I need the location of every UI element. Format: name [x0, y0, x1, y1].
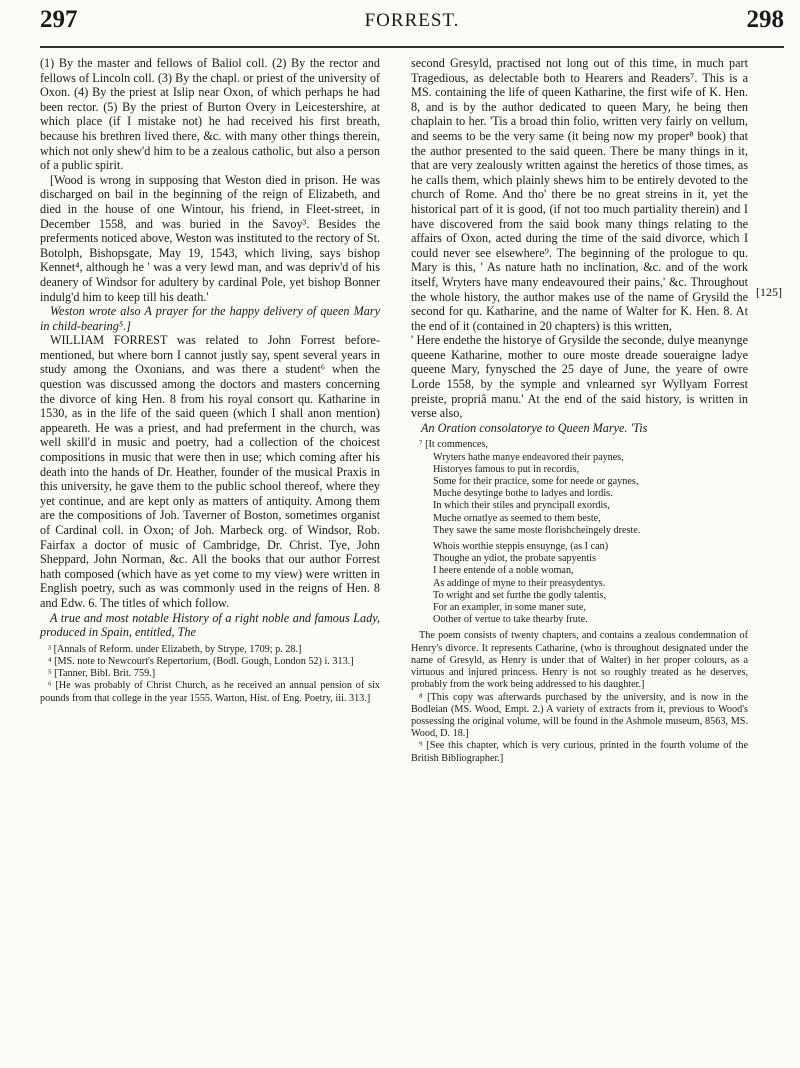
- left-page-number: 297: [40, 6, 78, 33]
- footnote-6: ⁶ [He was probably of Christ Church, as he received an annual pension of six pounds from that college in the year 1555. Warton, Hist. of Eng. Poetry, iii. 313.]: [40, 680, 380, 704]
- verse-line: Wryters hathe manye endeavored their paynes,: [433, 451, 624, 463]
- footnote-3: ³ [Annals of Reform. under Elizabeth, by Strype, 1709; p. 28.]: [48, 643, 302, 655]
- left-footnotes: [40, 644, 380, 705]
- left-column: [40, 56, 380, 705]
- verse-line: Thoughe an ydiot, the probate sapyentis: [433, 553, 596, 565]
- paragraph-weston-note: [Wood is wrong in supposing that Weston died in prison. He was discharged on bail in the beginning of the reign of Elizabeth, and died in the house of one Wintour, his friend, in Fleet-street, in December 1558, and was buried in the Savoy³. Besides the preferments noticed above, Weston was instituted to the rectory of St. Botolph, Bishopsgate, May 19, 1543, which living, says bishop Kennet⁴, although he ' was a very lewd man, and was depriv'd of his deanery of Windsor for adultery by cardinal Pole, yet bishop Bonner indulg'd him to keep till his death.': [40, 172, 380, 304]
- paragraph-william-forrest: WILLIAM FORREST was related to John Forrest before-mentioned, but where born I cannot justly say, spent several years in study among the Oxonians, and was there a student⁶ when the question was discussed among the doctors and masters concerning the divorce of king Hen. 8 from his royal consort qu. Katharine in 1530, as in the life of the said queen (which I shall anon mention) appeareth. He was a priest, and had preferment in the church, was well skill'd in music and poetry, had a collection of the choicest compositions in music that were then in use; which coming after his death into the hands of Dr. Heather, founder of the musical Praxis in this university, he gave them to the public school thereof, where they yet continue, and are kept only as matters of antiquity. Among them are the compositions of Joh. Taverner of Boston, sometimes organist of Cardinal coll. in Oxon; of Joh. Marbeck org. of Windsor, Rob. Fairfax a doctor of music of Cambridge, Dr. Christ. Tye, John Sheppard, John Norman, &c. All the books that our author Forrest hath composed (which have as yet come to my view) were written in English poetry, such as was commonly used in the reigns of Hen. 8 and Edw. 6. The titles of which follow.: [40, 333, 380, 610]
- verse-line: I heere entende of a noble woman,: [433, 565, 574, 577]
- verse-line: Muche ornatlye as seemed to them beste,: [433, 512, 601, 524]
- running-title: FORREST.: [364, 10, 460, 31]
- verse-line: Whois worthie steppis ensuynge, (as I can): [433, 541, 609, 553]
- paragraph-gresyld: second Gresyld, practised not long out of this time, in much part Tragedious, as delectable both to Hearers and Readers⁷. This is a MS. containing the life of queen Katharine, the first wife of K. Hen. 8, and is by the author dedicated to queen Mary, he being then chaplain to her. 'Tis a broad thin folio, written very fairly on vellum, and seems to be the very same (it being now my proper⁸ book) that the author presented to the said queen. There be many things in it, that are very zealously written against the heretics of those times, as he calls them, which plainly shews him to be entirely devoted to the church of Rome. And tho' there be no great streins in it, yet the historical part of it is good, (if not too much partiality therein) and I have discovered from the said book many things relating to the affairs of Oxon, acted during the time of the said divorce, which I could never see elsewhere⁹. The beginning of the prologue to qu. Mary is this, ' As nature hath no inclination, &c. and of the work itself, Wryters have many endeavoured their pains,' &c. Throughout the whole history, the author makes use of the name of Grysild the second for qu. Katharine, and the name of Walter for K. Hen. 8. At the end of it (contained in 20 chapters) is this written,: [411, 56, 748, 333]
- paragraph-colophon-quote: ' Here endethe the historye of Grysilde the seconde, dulye meanynge queene Katharine, mother to oure moste dreade soueraigne ladye queene Mary, fynysched the 25 daye of June, the yeare of owre Lorde 1558, by the symple and vnlearned syr Wyllyam Forrest preiste, propriâ manu.' At the end of the said history, is written in verse also,: [411, 333, 748, 421]
- verse-stanza-2: [411, 541, 748, 626]
- verse-line: To wright and set furthe the godly talentis,: [433, 589, 607, 601]
- verse-line: As addinge of myne to their preasydentys.: [433, 577, 606, 589]
- right-footnotes: [411, 439, 748, 764]
- verse-line: Historyes famous to put in recordis,: [433, 463, 579, 475]
- footnote-7-rest: The poem consists of twenty chapters, and contains a zealous condemnation of Henry's divorce. It represents Catharine, (who is throughout designated under the name of Gresyld, as Henry is under that of Walter) in her proper colours, as a virtuous and injured princess. Henry is not so roughly treated as he deserves, probably from the work being addressed to his daughter.]: [411, 630, 748, 691]
- verse-line: Some for their practice, some for neede or gaynes,: [433, 476, 639, 488]
- verse-line: Muche desytinge bothe to ladyes and lordis.: [433, 488, 613, 500]
- verse-stanza-1: [411, 452, 748, 537]
- margin-number: [125]: [756, 285, 782, 299]
- verse-line: For an exampler, in some maner sute,: [433, 602, 586, 614]
- paragraph-oration: An Oration consolatorye to Queen Marye. 'Tis: [421, 420, 648, 435]
- paragraph-benefactions: (1) By the master and fellows of Baliol coll. (2) By the rector and fellows of Lincoln coll. (3) By the chapl. or priest of the university of Oxon. (4) By the priest at Islip near Oxon, of which perhaps he had been rector. (5) By the priest of Burton Overy in Leicestershire, at which place (if I mistake not) he had received his first breath, because his brethren lived there, &c. with many other things therein, which not only shew'd him to be a zealous catholic, but also a person of a public spirit.: [40, 56, 380, 173]
- footnote-8: ⁸ [This copy was afterwards purchased by the university, and is now in the Bodleian (MS. Wood, Empt. 2.) A variety of extracts from it, previous to Wood's possessing the original volume, will be found in the Ashmole museum, 8563, MS. Wood, D. 18.]: [411, 691, 748, 740]
- paragraph-weston-prayer: Weston wrote also A prayer for the happy delivery of queen Mary in child-bearing⁵.]: [40, 304, 380, 333]
- verse-line: Oother of vertue to take thearby frute.: [433, 614, 588, 626]
- footnote-9: ⁹ [See this chapter, which is very curious, printed in the fourth volume of the British Bibliographer.]: [411, 740, 748, 764]
- verse-line: In which their stiles and pryncipall exordis,: [433, 500, 610, 512]
- right-page-number: 298: [746, 6, 784, 33]
- footnote-5: ⁵ [Tanner, Bibl. Brit. 759.]: [48, 668, 156, 680]
- header-rule: [40, 46, 784, 48]
- right-column: [411, 56, 748, 765]
- footnote-4: ⁴ [MS. note to Newcourt's Repertorium, (Bodl. Gough, London 52) i. 313.]: [48, 655, 354, 667]
- verse-line: They sawe the same moste florishcheingely dreste.: [433, 524, 641, 536]
- paragraph-history-title: A true and most notable History of a right noble and famous Lady, produced in Spain, entitled, The: [40, 610, 380, 640]
- page-header: [40, 6, 784, 42]
- footnote-7-intro: ⁷ [It commences,: [419, 439, 488, 451]
